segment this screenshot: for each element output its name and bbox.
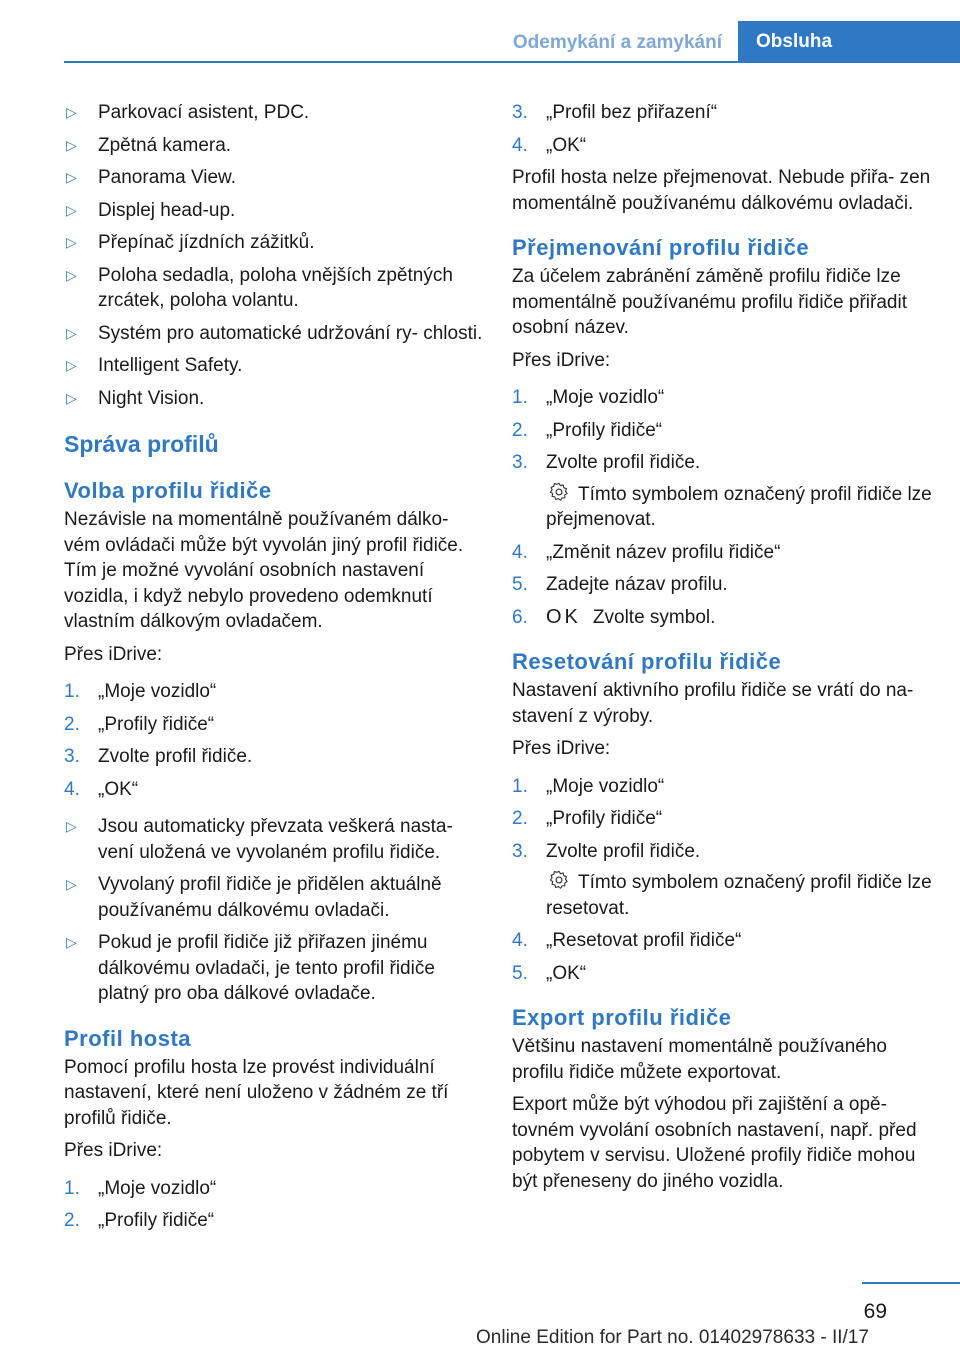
page-footer bbox=[0, 1282, 960, 1362]
step-text: „Resetovat profil řidiče“ bbox=[546, 930, 742, 951]
left-column bbox=[64, 100, 484, 1246]
step-item bbox=[512, 839, 932, 865]
list-item-text: Parkovací asistent, PDC. bbox=[98, 102, 310, 123]
step-item bbox=[64, 679, 484, 705]
step-number: 2. bbox=[512, 419, 528, 441]
list-item-text: Přepínač jízdních zážitků. bbox=[98, 232, 315, 253]
list-item bbox=[64, 353, 484, 379]
list-item-text: Pokud je profil řidiče již přiřazen jinému dálkovému ovladači, je tento profil řidiče platný pro oba dálkové ovladače. bbox=[98, 932, 435, 1004]
page-header bbox=[0, 0, 960, 64]
numbered-steps bbox=[512, 385, 932, 630]
step-item bbox=[512, 961, 932, 987]
list-item-text: Panorama View. bbox=[98, 167, 237, 188]
paragraph: Přes iDrive: bbox=[512, 349, 611, 371]
step-text: Zvolte profil řidiče. bbox=[546, 452, 701, 473]
triangle-bullet-icon: ▷ bbox=[66, 357, 77, 373]
list-item bbox=[64, 872, 484, 923]
step-note-text: Tímto symbolem označený profil řidiče lze resetovat. bbox=[546, 872, 932, 919]
subsection-heading: Resetování profilu řidiče bbox=[512, 649, 782, 674]
list-item bbox=[64, 321, 484, 347]
step-item bbox=[512, 418, 932, 444]
step-text: „Profily řidiče“ bbox=[546, 808, 663, 829]
subsection-heading: Profil hosta bbox=[64, 1025, 192, 1051]
header-rule bbox=[64, 61, 960, 63]
subsection-heading: Volba profilu řidiče bbox=[64, 478, 272, 503]
step-text: Zvolte profil řidiče. bbox=[98, 746, 253, 767]
step-number: 3. bbox=[512, 840, 528, 862]
step-text: „OK“ bbox=[546, 134, 587, 156]
step-item bbox=[512, 450, 932, 476]
step-item bbox=[64, 1208, 484, 1234]
triangle-bullet-icon: ▷ bbox=[66, 934, 77, 950]
step-number: 4. bbox=[512, 930, 528, 951]
ok-icon: OK bbox=[546, 605, 581, 628]
paragraph: Přes iDrive: bbox=[512, 738, 611, 759]
numbered-steps bbox=[64, 679, 484, 802]
list-item-text: Displej head-up. bbox=[98, 199, 236, 221]
list-item-text: Intelligent Safety. bbox=[98, 355, 243, 376]
paragraph: Nastavení aktivního profilu řidiče se vrátí do na‐ stavení z výroby. bbox=[512, 680, 914, 727]
footer-rule bbox=[862, 1282, 960, 1284]
step-number: 4. bbox=[64, 778, 80, 800]
step-item bbox=[64, 777, 484, 803]
list-item-text: Vyvolaný profil řidiče je přidělen aktuálně používanému dálkovému ovladači. bbox=[98, 874, 442, 921]
step-text: Zadejte názav profilu. bbox=[546, 574, 728, 595]
paragraph: Většinu nastavení momentálně používaného profilu řidiče můžete exportovat. bbox=[512, 1036, 887, 1083]
step-item bbox=[512, 133, 932, 159]
step-text: „Profil bez přiřazení“ bbox=[546, 102, 718, 123]
list-item bbox=[64, 100, 484, 126]
step-number: 4. bbox=[512, 541, 528, 563]
step-item bbox=[512, 100, 932, 126]
list-item bbox=[64, 930, 484, 1007]
numbered-steps bbox=[512, 774, 932, 987]
step-item bbox=[64, 744, 484, 770]
step-text: „Moje vozidlo“ bbox=[98, 681, 217, 702]
step-text: „OK“ bbox=[98, 778, 139, 800]
step-note bbox=[512, 869, 932, 921]
step-item bbox=[64, 712, 484, 738]
step-number: 5. bbox=[512, 962, 528, 984]
step-item bbox=[512, 774, 932, 800]
list-item bbox=[64, 386, 484, 412]
step-number: 5. bbox=[512, 574, 528, 595]
gear-icon bbox=[548, 869, 570, 891]
step-number: 4. bbox=[512, 134, 528, 156]
step-note bbox=[512, 481, 932, 533]
step-item bbox=[512, 572, 932, 598]
step-text: „Profily řidiče“ bbox=[546, 419, 663, 441]
triangle-bullet-icon: ▷ bbox=[66, 324, 77, 341]
list-item bbox=[64, 165, 484, 191]
paragraph: Pomocí profilu hosta lze provést individuální nastavení, které není uloženo v žádném ze tří profilů řidiče. bbox=[64, 1056, 449, 1129]
edition-note: Online Edition for Part no. 01402978633 - II/17 bbox=[476, 1327, 869, 1348]
paragraph: Přes iDrive: bbox=[64, 1140, 163, 1161]
step-text: „Moje vozidlo“ bbox=[546, 387, 665, 408]
step-text: Zvolte symbol. bbox=[592, 606, 716, 628]
list-item bbox=[64, 814, 484, 865]
right-column bbox=[512, 100, 932, 1201]
paragraph: Profil hosta nelze přejmenovat. Nebude přiřa‐ zen momentálně používanému dálkovému ovladači. bbox=[512, 167, 931, 214]
page-number: 69 bbox=[863, 1300, 887, 1323]
triangle-bullet-icon: ▷ bbox=[66, 234, 77, 250]
numbered-steps bbox=[64, 1176, 484, 1234]
list-item bbox=[64, 198, 484, 224]
step-item bbox=[512, 605, 932, 631]
step-text: „OK“ bbox=[546, 962, 587, 984]
step-number: 3. bbox=[512, 452, 528, 473]
step-text: „Změnit název profilu řidiče“ bbox=[546, 541, 781, 563]
header-chapter-tab: Obsluha bbox=[738, 21, 960, 63]
step-item bbox=[512, 540, 932, 566]
gear-icon bbox=[548, 481, 570, 503]
triangle-bullet-icon: ▷ bbox=[66, 136, 77, 153]
list-item-text: Poloha sedadla, poloha vnějších zpětných zrcátek, poloha volantu. bbox=[98, 264, 453, 311]
step-item bbox=[512, 385, 932, 411]
step-number: 2. bbox=[512, 808, 528, 829]
step-text: „Moje vozidlo“ bbox=[546, 775, 665, 797]
list-item-text: Night Vision. bbox=[98, 387, 205, 409]
list-item bbox=[64, 263, 484, 314]
step-item bbox=[64, 1176, 484, 1202]
triangle-bullet-icon: ▷ bbox=[66, 876, 77, 892]
list-item-text: Zpětná kamera. bbox=[98, 134, 232, 156]
triangle-bullet-icon: ▷ bbox=[66, 266, 77, 283]
step-text: „Moje vozidlo“ bbox=[98, 1177, 217, 1199]
step-number: 3. bbox=[64, 746, 80, 767]
step-number: 1. bbox=[64, 681, 80, 702]
step-number: 2. bbox=[64, 713, 80, 735]
triangle-bullet-icon: ▷ bbox=[66, 104, 77, 120]
step-number: 3. bbox=[512, 102, 528, 123]
triangle-bullet-icon: ▷ bbox=[66, 818, 77, 834]
step-text: „Profily řidiče“ bbox=[98, 713, 215, 735]
paragraph: Přes iDrive: bbox=[64, 643, 163, 665]
step-number: 2. bbox=[64, 1210, 80, 1231]
subsection-heading: Přejmenování profilu řidiče bbox=[512, 235, 810, 260]
paragraph: Za účelem zabránění záměně profilu řidiče lze momentálně používanému profilu řidiče přiřadit osobní název. bbox=[512, 266, 907, 338]
step-text: „Profily řidiče“ bbox=[98, 1210, 215, 1231]
paragraph: Nezávisle na momentálně používaném dálko‐ vém ovládači může být vyvolán jiný profil řidiče. Tím je možné vyvolání osobních nastavení vozidla, i když nebylo provedeno odemknutí vlastním dálkovým ovladačem. bbox=[64, 509, 464, 632]
section-heading: Správa profilů bbox=[64, 431, 219, 457]
triangle-bullet-icon: ▷ bbox=[66, 389, 77, 406]
step-number: 1. bbox=[512, 387, 528, 408]
paragraph: Export může být výhodou při zajištění a opě‐ tovném vyvolání osobních nastavení, např. před pobytem v servisu. Uložené profily řidiče mohou být přeneseny do jiného vozidla. bbox=[512, 1094, 917, 1192]
step-number: 1. bbox=[64, 1177, 80, 1199]
header-section-title: Odemykání a zamykání bbox=[512, 32, 722, 53]
triangle-bullet-icon: ▷ bbox=[66, 201, 77, 218]
subsection-heading: Export profilu řidiče bbox=[512, 1005, 732, 1030]
step-number: 1. bbox=[512, 775, 528, 797]
list-item-text: Jsou automaticky převzata veškerá nasta‐ vení uložená ve vyvolaném profilu řidiče. bbox=[98, 816, 453, 863]
triangle-bullet-icon: ▷ bbox=[66, 169, 77, 185]
step-item bbox=[512, 806, 932, 832]
list-item-text: Systém pro automatické udržování ry‐ chlosti. bbox=[98, 322, 483, 344]
step-number: 6. bbox=[512, 606, 528, 628]
list-item bbox=[64, 230, 484, 256]
list-item bbox=[64, 133, 484, 159]
step-item bbox=[512, 928, 932, 954]
step-note-text: Tímto symbolem označený profil řidiče lze přejmenovat. bbox=[546, 483, 932, 530]
step-text: Zvolte profil řidiče. bbox=[546, 840, 701, 862]
